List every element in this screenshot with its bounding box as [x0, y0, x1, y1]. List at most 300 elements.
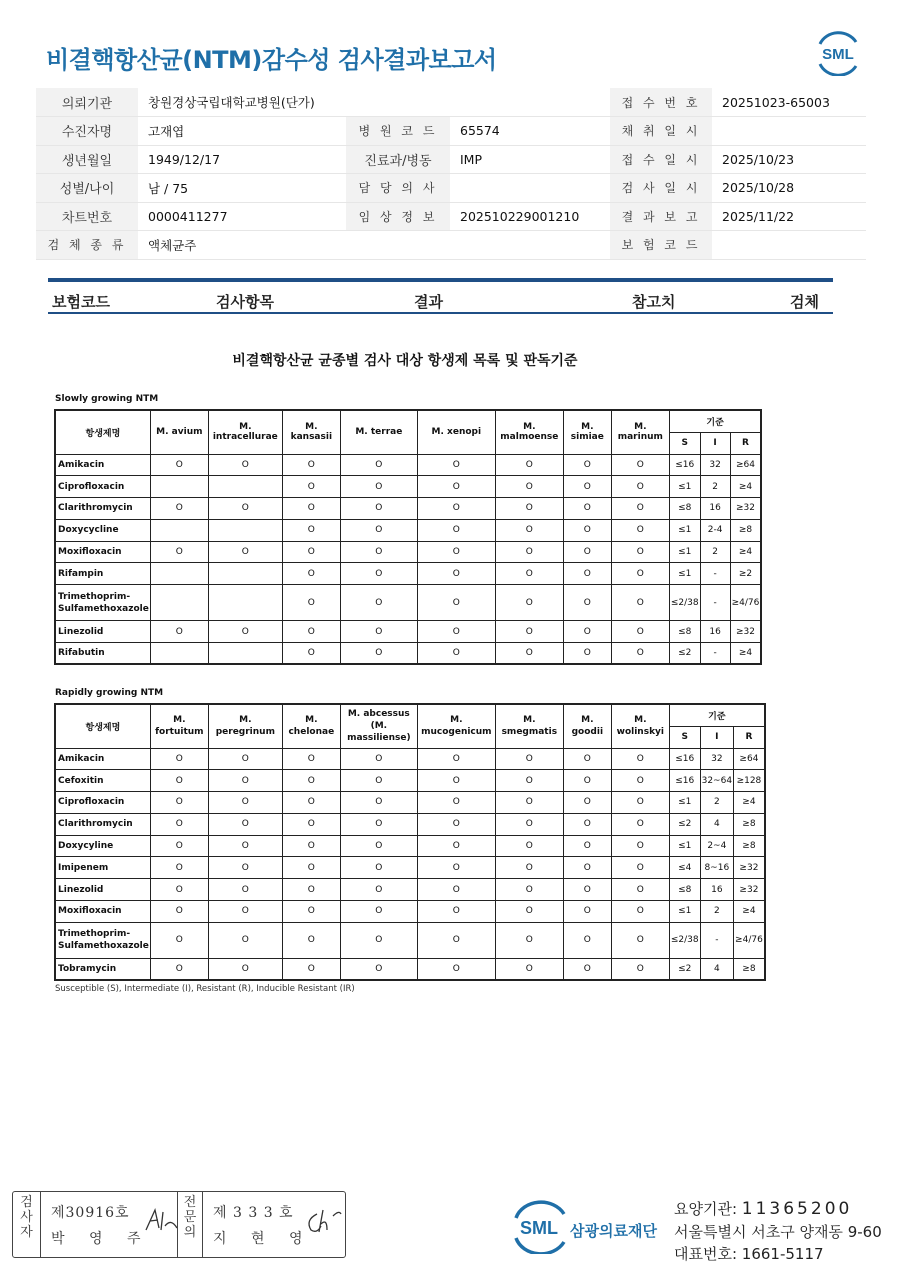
header-reference: 참고치: [632, 293, 676, 311]
test-mark: O: [417, 879, 495, 901]
test-mark: O: [563, 585, 611, 621]
table-header-row: [55, 704, 765, 726]
test-mark: O: [282, 541, 340, 563]
criteria-r: ≥32: [734, 857, 765, 879]
test-mark: O: [563, 813, 611, 835]
species-column-header: M. smegmatis: [495, 704, 563, 748]
criteria-header: 기준: [669, 410, 761, 432]
test-mark: O: [340, 498, 417, 520]
drug-name: Doxycycline: [55, 519, 150, 541]
criteria-r: ≥4: [730, 476, 761, 498]
organization-name: 삼광의료재단: [570, 1222, 657, 1240]
species-column-header: M. abcessus (M. massiliense): [340, 704, 417, 748]
test-mark: O: [340, 643, 417, 665]
test-mark: O: [563, 621, 611, 643]
criteria-s: ≤1: [669, 476, 700, 498]
test-mark: O: [563, 792, 611, 814]
test-mark: O: [208, 901, 282, 923]
criteria-i: -: [700, 563, 730, 585]
test-mark: O: [340, 454, 417, 476]
test-mark: O: [611, 621, 669, 643]
table-row: [55, 901, 765, 923]
criteria-i: 8~16: [700, 857, 733, 879]
info-value: IMP: [450, 145, 610, 174]
table-row: [55, 498, 761, 520]
test-mark: O: [282, 857, 340, 879]
tester-label: [13, 1192, 41, 1257]
info-row: [36, 174, 866, 203]
test-mark: O: [563, 454, 611, 476]
info-value: 남 / 75: [138, 174, 346, 203]
stamp-char: 의: [183, 1225, 197, 1240]
criteria-r: ≥64: [734, 748, 765, 770]
test-mark: O: [340, 621, 417, 643]
species-column-header: M. avium: [150, 410, 208, 454]
test-mark: O: [563, 519, 611, 541]
test-mark: O: [282, 563, 340, 585]
test-mark: O: [417, 621, 495, 643]
criteria-r: ≥4: [734, 901, 765, 923]
criteria-s: ≤16: [669, 770, 700, 792]
table-row: [55, 643, 761, 665]
test-mark: O: [563, 748, 611, 770]
test-mark: O: [282, 621, 340, 643]
drug-name: Linezolid: [55, 621, 150, 643]
species-column-header: M. mucogenicum: [417, 704, 495, 748]
table-row: [55, 813, 765, 835]
test-mark: O: [563, 770, 611, 792]
drug-name: Ciprofloxacin: [55, 792, 150, 814]
drug-name: Doxycyline: [55, 835, 150, 857]
criteria-s: ≤16: [669, 748, 700, 770]
test-mark: O: [208, 792, 282, 814]
test-mark: O: [340, 519, 417, 541]
test-mark: O: [282, 454, 340, 476]
info-label: 차트번호: [36, 202, 138, 231]
test-mark: O: [495, 835, 563, 857]
test-mark: O: [150, 879, 208, 901]
test-mark: O: [150, 813, 208, 835]
test-mark: O: [417, 454, 495, 476]
header-insurance-code: 보험코드: [52, 293, 110, 311]
criteria-i: 32: [700, 748, 733, 770]
test-mark: O: [495, 879, 563, 901]
table-row: [55, 958, 765, 980]
info-row: [36, 202, 866, 231]
test-mark: O: [495, 454, 563, 476]
test-mark: O: [611, 792, 669, 814]
criteria-s: ≤2: [669, 813, 700, 835]
test-mark: O: [340, 792, 417, 814]
test-mark: O: [282, 643, 340, 665]
test-mark: O: [611, 454, 669, 476]
test-mark: O: [150, 922, 208, 958]
criteria-i: 2: [700, 901, 733, 923]
drug-name: Ciprofloxacin: [55, 476, 150, 498]
header-result: 결과: [414, 293, 443, 311]
criteria-r: ≥4: [730, 541, 761, 563]
test-mark: O: [282, 770, 340, 792]
criteria-s: ≤1: [669, 835, 700, 857]
table-row: [55, 770, 765, 792]
slow-growing-label: Slowly growing NTM: [55, 394, 159, 404]
test-mark: O: [340, 563, 417, 585]
info-label: 의뢰기관: [36, 88, 138, 117]
test-mark: O: [417, 958, 495, 980]
test-mark: O: [495, 643, 563, 665]
test-mark: O: [208, 498, 282, 520]
test-mark: O: [208, 857, 282, 879]
specialist-license-no: 제 3 3 3 호: [213, 1205, 294, 1221]
criteria-r: ≥8: [734, 813, 765, 835]
test-mark: O: [150, 835, 208, 857]
specialist-label: [177, 1192, 203, 1257]
test-mark: O: [417, 748, 495, 770]
table-row: [55, 857, 765, 879]
species-column-header: M. chelonae: [282, 704, 340, 748]
test-mark: O: [611, 922, 669, 958]
criteria-s: ≤1: [669, 563, 700, 585]
tester-license-no: 제30916호: [51, 1205, 130, 1221]
test-mark: O: [611, 901, 669, 923]
test-mark: [150, 519, 208, 541]
table-row: [55, 792, 765, 814]
info-label: 담 당 의 사: [346, 174, 450, 203]
test-mark: O: [417, 857, 495, 879]
table-row: [55, 835, 765, 857]
test-mark: O: [563, 643, 611, 665]
test-mark: O: [611, 585, 669, 621]
test-mark: O: [340, 748, 417, 770]
drug-name: Amikacin: [55, 748, 150, 770]
criteria-s: ≤16: [669, 454, 700, 476]
test-mark: O: [340, 770, 417, 792]
criteria-s: ≤8: [669, 879, 700, 901]
test-mark: [150, 585, 208, 621]
tester-signature: [143, 1206, 179, 1236]
test-mark: O: [417, 476, 495, 498]
test-mark: O: [208, 879, 282, 901]
test-mark: [208, 585, 282, 621]
test-mark: O: [417, 792, 495, 814]
drug-name: Rifabutin: [55, 643, 150, 665]
criteria-r: ≥32: [730, 621, 761, 643]
criteria-s: ≤8: [669, 498, 700, 520]
test-mark: O: [150, 454, 208, 476]
test-mark: O: [563, 879, 611, 901]
test-mark: O: [340, 585, 417, 621]
tester-name: 박 영 주: [51, 1231, 151, 1247]
test-mark: O: [563, 498, 611, 520]
criteria-subtitle: 비결핵항산균 균종별 검사 대상 항생제 목록 및 판독기준: [232, 353, 578, 369]
test-mark: O: [417, 519, 495, 541]
info-row: [36, 117, 866, 146]
table-row: [55, 519, 761, 541]
criteria-i: 2: [700, 792, 733, 814]
criteria-r: ≥2: [730, 563, 761, 585]
criteria-s: ≤8: [669, 621, 700, 643]
test-mark: O: [611, 498, 669, 520]
species-column-header: M. fortuitum: [150, 704, 208, 748]
table-row: [55, 476, 761, 498]
criteria-r: ≥8: [730, 519, 761, 541]
test-mark: O: [495, 585, 563, 621]
info-row: [36, 231, 866, 260]
criteria-s: ≤1: [669, 541, 700, 563]
info-value: 2025/10/23: [712, 145, 866, 174]
info-label: 성별/나이: [36, 174, 138, 203]
test-mark: O: [495, 519, 563, 541]
criteria-r: ≥32: [730, 498, 761, 520]
species-column-header: M. peregrinum: [208, 704, 282, 748]
table-header-row: [55, 410, 761, 432]
test-mark: O: [340, 857, 417, 879]
test-mark: O: [563, 922, 611, 958]
test-mark: O: [282, 879, 340, 901]
test-mark: O: [563, 901, 611, 923]
sml-foundation-logo-icon: [510, 1200, 570, 1254]
criteria-s: ≤2/38: [669, 585, 700, 621]
test-mark: O: [495, 813, 563, 835]
test-mark: O: [417, 541, 495, 563]
test-mark: O: [340, 835, 417, 857]
criteria-i: 16: [700, 879, 733, 901]
test-mark: O: [340, 541, 417, 563]
drug-name: Tobramycin: [55, 958, 150, 980]
patient-info-table: [36, 88, 866, 260]
test-mark: O: [417, 563, 495, 585]
test-mark: O: [611, 857, 669, 879]
criteria-i: 16: [700, 621, 730, 643]
info-label: 생년월일: [36, 145, 138, 174]
address: 서울특별시 서초구 양재동 9-60: [674, 1223, 882, 1241]
species-column-header: M. simiae: [563, 410, 611, 454]
info-label: 접 수 일 시: [610, 145, 712, 174]
criteria-s: ≤2: [669, 643, 700, 665]
stamp-char: 문: [183, 1210, 197, 1225]
test-mark: O: [563, 857, 611, 879]
test-mark: O: [340, 958, 417, 980]
sml-logo-icon: [812, 30, 864, 76]
slow-growing-table: [54, 409, 762, 665]
test-mark: O: [563, 476, 611, 498]
test-mark: O: [495, 748, 563, 770]
test-mark: O: [208, 454, 282, 476]
test-mark: O: [611, 748, 669, 770]
drug-name: Cefoxitin: [55, 770, 150, 792]
stamp-char: 자: [20, 1225, 33, 1240]
test-mark: O: [340, 879, 417, 901]
test-mark: O: [495, 857, 563, 879]
species-column-header: M. terrae: [340, 410, 417, 454]
criteria-i: 32~64: [700, 770, 733, 792]
drug-name: Moxifloxacin: [55, 541, 150, 563]
test-mark: O: [611, 770, 669, 792]
criteria-i: 2: [700, 476, 730, 498]
test-mark: O: [417, 770, 495, 792]
drug-name: Clarithromycin: [55, 498, 150, 520]
table-row: [55, 748, 765, 770]
criteria-r-header: R: [734, 726, 765, 748]
test-mark: O: [495, 922, 563, 958]
test-mark: O: [495, 621, 563, 643]
drug-column-header: 항생제명: [55, 410, 150, 454]
test-mark: O: [208, 922, 282, 958]
test-mark: O: [282, 813, 340, 835]
test-mark: O: [563, 835, 611, 857]
info-value: 65574: [450, 117, 610, 146]
criteria-s: ≤1: [669, 792, 700, 814]
test-mark: O: [611, 541, 669, 563]
test-mark: [208, 519, 282, 541]
test-mark: O: [208, 748, 282, 770]
test-mark: O: [150, 901, 208, 923]
test-mark: O: [282, 585, 340, 621]
criteria-r: ≥8: [734, 958, 765, 980]
criteria-s-header: S: [669, 726, 700, 748]
criteria-r: ≥4/76: [730, 585, 761, 621]
test-mark: O: [340, 901, 417, 923]
drug-name: Clarithromycin: [55, 813, 150, 835]
criteria-r: ≥8: [734, 835, 765, 857]
drug-name: Moxifloxacin: [55, 901, 150, 923]
test-mark: O: [150, 857, 208, 879]
table-row: [55, 922, 765, 958]
drug-name: Rifampin: [55, 563, 150, 585]
criteria-r: ≥64: [730, 454, 761, 476]
test-mark: O: [282, 748, 340, 770]
test-mark: O: [495, 563, 563, 585]
drug-name: Linezolid: [55, 879, 150, 901]
drug-name: Amikacin: [55, 454, 150, 476]
drug-name: Trimethoprim-Sulfamethoxazole: [55, 922, 150, 958]
table-row: [55, 454, 761, 476]
test-mark: O: [150, 541, 208, 563]
info-value: 20251023-65003: [712, 88, 866, 117]
specialist-name: 지 현 영: [213, 1231, 313, 1247]
criteria-i-header: I: [700, 726, 733, 748]
test-mark: O: [563, 541, 611, 563]
test-mark: O: [495, 770, 563, 792]
species-column-header: M. malmoense: [495, 410, 563, 454]
test-mark: O: [417, 835, 495, 857]
stamp-char: 전: [183, 1195, 197, 1210]
phone: 대표번호: 1661-5117: [674, 1245, 824, 1263]
test-mark: O: [150, 958, 208, 980]
test-mark: O: [340, 813, 417, 835]
info-value: 2025/10/28: [712, 174, 866, 203]
test-mark: O: [340, 922, 417, 958]
criteria-r: ≥32: [734, 879, 765, 901]
info-row: [36, 145, 866, 174]
test-mark: O: [282, 792, 340, 814]
test-mark: O: [495, 901, 563, 923]
info-label: 접 수 번 호: [610, 88, 712, 117]
test-mark: O: [417, 813, 495, 835]
test-mark: O: [208, 621, 282, 643]
info-value: [712, 117, 866, 146]
criteria-i: 4: [700, 958, 733, 980]
info-label: 보 험 코 드: [610, 231, 712, 260]
test-mark: O: [611, 643, 669, 665]
test-mark: [150, 476, 208, 498]
test-mark: O: [611, 835, 669, 857]
test-mark: O: [417, 585, 495, 621]
test-mark: [208, 563, 282, 585]
criteria-r: ≥4: [734, 792, 765, 814]
test-mark: O: [208, 813, 282, 835]
svg-text:SML: SML: [520, 1218, 558, 1238]
criteria-s: ≤2: [669, 958, 700, 980]
criteria-r-header: R: [730, 432, 761, 454]
test-mark: [208, 476, 282, 498]
test-mark: O: [282, 958, 340, 980]
species-column-header: M. wolinskyi: [611, 704, 669, 748]
info-value: 2025/11/22: [712, 202, 866, 231]
criteria-header: 기준: [669, 704, 764, 726]
info-label: 결 과 보 고: [610, 202, 712, 231]
info-label: 검 사 일 시: [610, 174, 712, 203]
test-mark: O: [150, 748, 208, 770]
test-mark: O: [611, 519, 669, 541]
stamp-char: 검: [20, 1195, 33, 1210]
test-mark: O: [150, 770, 208, 792]
test-mark: O: [495, 476, 563, 498]
criteria-i: 4: [700, 813, 733, 835]
test-mark: O: [282, 498, 340, 520]
criteria-r: ≥4: [730, 643, 761, 665]
drug-name: Trimethoprim-Sulfamethoxazole: [55, 585, 150, 621]
stamp-char: 사: [20, 1210, 33, 1225]
table-row: [55, 541, 761, 563]
test-mark: O: [611, 813, 669, 835]
criteria-i: 2-4: [700, 519, 730, 541]
info-value: 창원경상국립대학교병원(단가): [138, 88, 610, 117]
test-mark: O: [208, 770, 282, 792]
svg-text:SML: SML: [822, 46, 854, 63]
info-label: 채 취 일 시: [610, 117, 712, 146]
criteria-i: 2~4: [700, 835, 733, 857]
test-mark: O: [282, 476, 340, 498]
institution-code: 요양기관: 11365200: [674, 1199, 853, 1219]
test-mark: O: [150, 792, 208, 814]
test-mark: O: [495, 958, 563, 980]
criteria-s: ≤4: [669, 857, 700, 879]
test-mark: [208, 643, 282, 665]
criteria-i: -: [700, 643, 730, 665]
test-mark: O: [150, 621, 208, 643]
info-label: 진료과/병동: [346, 145, 450, 174]
rapid-growing-table: [54, 703, 766, 981]
criteria-i: -: [700, 922, 733, 958]
test-mark: O: [282, 922, 340, 958]
test-mark: O: [611, 563, 669, 585]
species-column-header: M. kansasii: [282, 410, 340, 454]
rapid-growing-label: Rapidly growing NTM: [55, 688, 164, 698]
criteria-i-header: I: [700, 432, 730, 454]
test-mark: O: [208, 541, 282, 563]
criteria-i: 32: [700, 454, 730, 476]
test-mark: O: [208, 958, 282, 980]
test-mark: O: [282, 519, 340, 541]
header-specimen: 검체: [790, 293, 819, 311]
test-mark: O: [563, 563, 611, 585]
legend-note: Susceptible (S), Intermediate (I), Resistant (R), Inducible Resistant (IR): [55, 984, 355, 994]
result-header: [48, 287, 833, 314]
species-column-header: M. goodii: [563, 704, 611, 748]
info-label: 임 상 정 보: [346, 202, 450, 231]
species-column-header: M. intracellurae: [208, 410, 282, 454]
